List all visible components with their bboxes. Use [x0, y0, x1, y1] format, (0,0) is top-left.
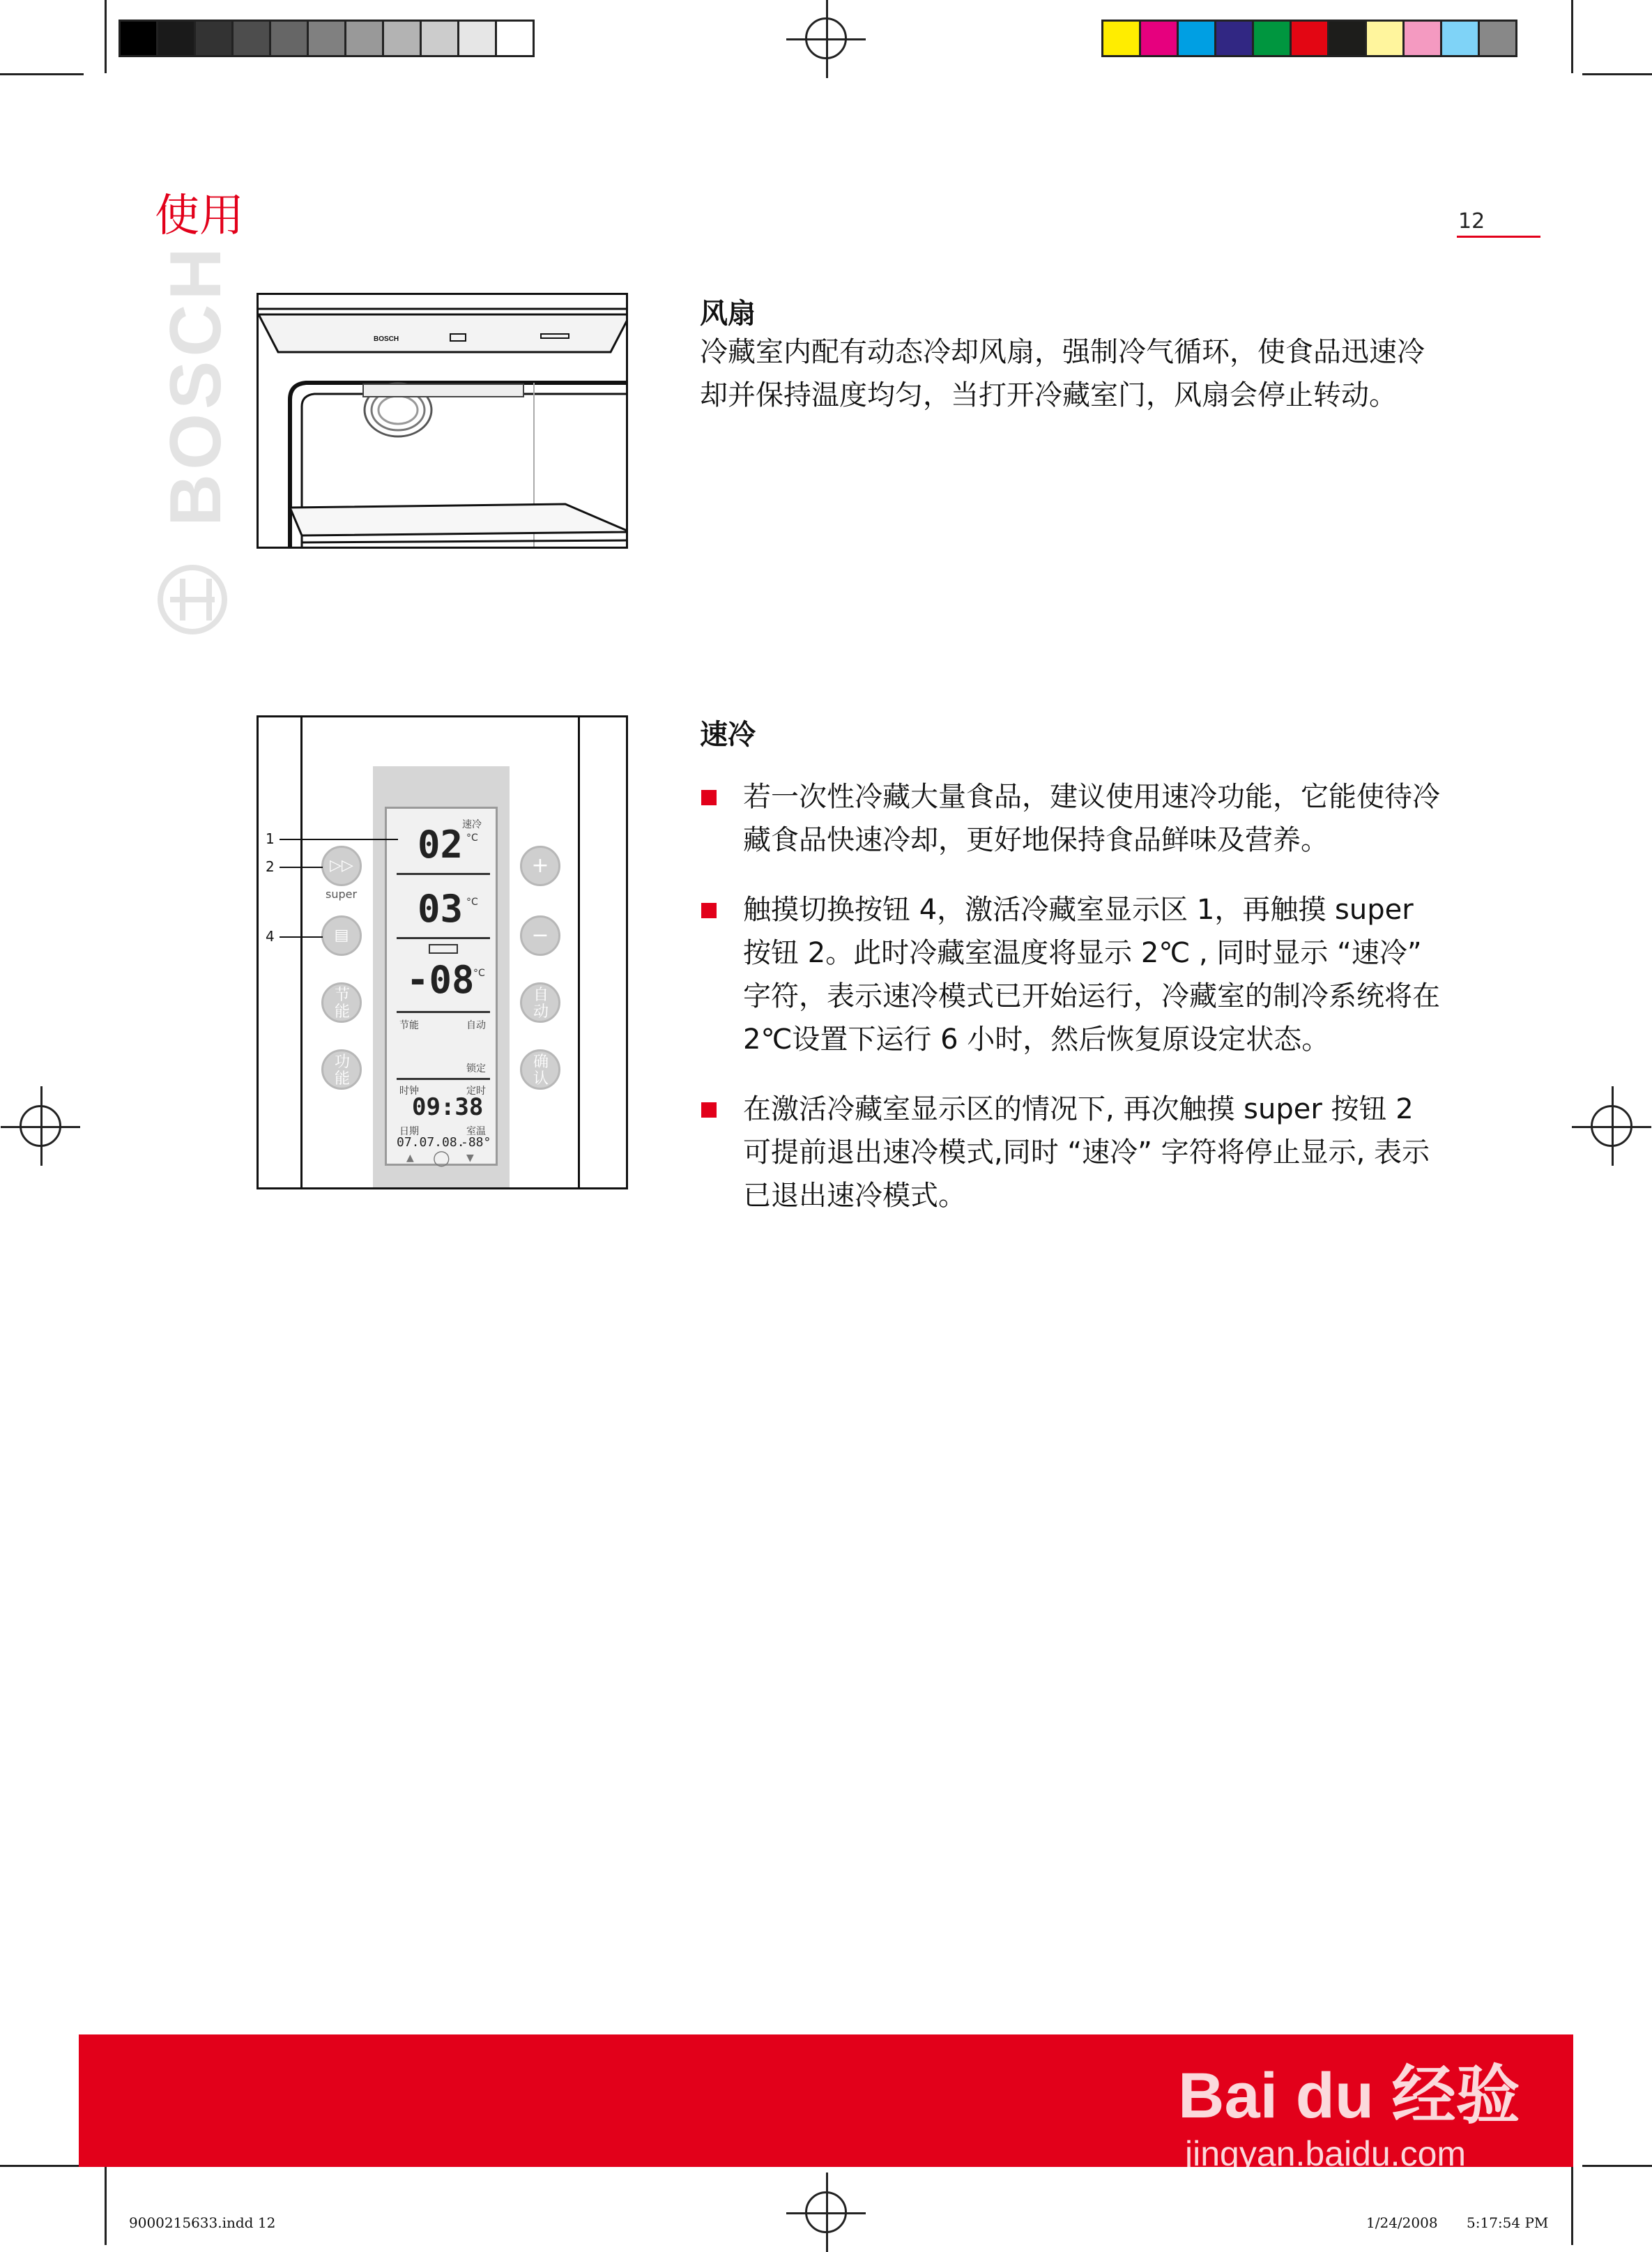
color-swatch	[1327, 20, 1367, 57]
super-cool-bullet-1: 若一次性冷藏大量食品，建议使用速冷功能，它能使待冷藏食品快速冷却，更好地保持食品鲜味及营养。	[743, 781, 1440, 856]
color-swatch	[420, 20, 459, 57]
color-swatch	[1252, 20, 1292, 57]
slug-date: 1/24/2008	[1366, 2214, 1438, 2231]
fridge-interior-illustration	[259, 295, 628, 549]
fan-body: 冷藏室内配有动态冷却风扇，强制冷气循环，使食品迅速冷却并保持温度均匀，当打开冷藏室门，风扇会停止转动。	[700, 336, 1425, 411]
color-swatch	[344, 20, 384, 57]
slug-time: 5:17:54 PM	[1467, 2214, 1549, 2231]
minus-button[interactable]: −	[520, 915, 560, 956]
super-cool-bullet-3: 在激活冷藏室显示区的情况下, 再次触摸 super 按钮 2 可提前退出速冷模式,同时 “速冷” 字符将停止显示, 表示已退出速冷模式。	[743, 1093, 1430, 1212]
color-swatch	[1101, 20, 1141, 57]
color-swatch	[1177, 20, 1216, 57]
up-arrow-icon[interactable]: ▲	[406, 1152, 414, 1164]
crop-mark	[105, 2165, 107, 2245]
registration-mark-icon	[805, 2191, 847, 2233]
page-number-rule	[1457, 236, 1540, 238]
section-title: 使用	[155, 190, 244, 242]
lcd-date: 07.07.08.	[397, 1135, 465, 1150]
down-arrow-icon[interactable]: ▼	[466, 1152, 474, 1164]
color-swatch	[118, 20, 158, 57]
lcd-unit: °C	[473, 968, 485, 979]
slug-file: 9000215633.indd 12	[129, 2214, 276, 2231]
plus-button[interactable]: +	[520, 846, 560, 886]
color-swatch	[1139, 20, 1179, 57]
brand-vertical-text: BOSCH	[155, 243, 236, 526]
registration-mark-icon	[1591, 1105, 1632, 1147]
lcd-clock-label: 时钟	[399, 1086, 419, 1097]
color-swatch	[307, 20, 346, 57]
crop-mark	[105, 0, 107, 73]
lcd-divider	[397, 1078, 490, 1080]
callout-4: 4	[266, 928, 275, 945]
baidu-watermark-url: jingyan.baidu.com	[1185, 2134, 1467, 2173]
super-cool-bullet-2: 触摸切换按钮 4，激活冷藏室显示区 1，再触摸 super 按钮 2。此时冷藏室温度将显示 2℃ , 同时显示 “速冷” 字符，表示速冷模式已开始运行，冷藏室的制冷系统将在 2℃设置下运行 6 小时，然后恢复原设定状态。	[743, 894, 1440, 1056]
fan-figure	[257, 293, 628, 549]
crop-mark	[1582, 73, 1652, 75]
energy-saving-button[interactable]: 节能	[321, 982, 362, 1023]
color-swatch	[269, 20, 309, 57]
callout-1: 1	[266, 830, 275, 847]
lcd-time: 09:38	[412, 1093, 484, 1121]
lcd-timer-label: 定时	[466, 1086, 486, 1097]
crop-mark	[1582, 2165, 1652, 2167]
auto-button[interactable]: 自动	[520, 982, 560, 1023]
lcd-divider	[397, 1011, 490, 1013]
lcd-energy-label: 节能	[399, 1020, 419, 1031]
color-swatch	[457, 20, 497, 57]
crop-mark	[0, 2165, 84, 2167]
lcd-display	[385, 807, 498, 1166]
lcd-unit: °C	[466, 832, 478, 844]
registration-mark-icon	[805, 17, 847, 59]
callout-2: 2	[266, 858, 275, 875]
super-button[interactable]: ▷▷	[321, 846, 362, 886]
panel-left-rail	[300, 717, 303, 1189]
color-swatch	[194, 20, 234, 57]
power-icon[interactable]: ◯	[433, 1150, 450, 1167]
display-switch-button[interactable]: ▤	[321, 915, 362, 956]
color-swatch	[1290, 20, 1329, 57]
fan-icon	[363, 383, 523, 436]
color-swatch	[1365, 20, 1405, 57]
color-swatch	[495, 20, 535, 57]
color-swatch	[1478, 20, 1517, 57]
super-label: super	[326, 888, 358, 901]
lcd-divider	[397, 937, 490, 939]
color-swatch	[382, 20, 422, 57]
lcd-lock-label: 锁定	[466, 1063, 486, 1074]
confirm-button[interactable]: 确认	[520, 1049, 560, 1090]
lcd-mid-temp: 03	[418, 887, 464, 931]
registration-mark-icon	[20, 1105, 61, 1147]
bosch-logo-icon	[158, 565, 227, 634]
crop-mark	[1571, 0, 1573, 73]
lcd-freezer-temp: -08	[406, 958, 475, 1002]
lcd-room-temp: -88°	[461, 1135, 491, 1150]
crop-mark	[1571, 2165, 1573, 2245]
color-swatch	[1440, 20, 1480, 57]
function-button[interactable]: 功能	[321, 1049, 362, 1090]
callout-1-line	[280, 839, 398, 840]
control-panel-figure	[257, 715, 628, 1189]
super-cool-heading: 速冷	[700, 719, 756, 751]
lcd-unit: °C	[466, 897, 478, 908]
callout-2-line	[280, 867, 323, 868]
lcd-date-label: 日期	[399, 1126, 419, 1137]
lcd-speed-cool-label: 速冷	[462, 819, 482, 830]
lcd-room-label: 室温	[466, 1126, 486, 1137]
color-swatch	[1214, 20, 1254, 57]
color-swatch	[1402, 20, 1442, 57]
bullet-marker	[701, 1102, 717, 1118]
baidu-watermark-logo: Bai du 经验	[1178, 2060, 1520, 2131]
page-number: 12	[1458, 209, 1485, 234]
bullet-marker	[701, 790, 717, 805]
panel-right-rail	[578, 717, 580, 1189]
callout-4-line	[280, 936, 323, 938]
fan-heading: 风扇	[700, 298, 756, 330]
lcd-divider	[397, 873, 490, 875]
lcd-auto-label: 自动	[466, 1020, 486, 1031]
bullet-marker	[701, 903, 717, 918]
figure-brand-label: BOSCH	[374, 335, 399, 343]
lcd-fridge-temp: 02	[418, 823, 464, 867]
crop-mark	[0, 73, 84, 75]
lcd-indicator-icon	[429, 944, 458, 954]
color-swatch	[231, 20, 271, 57]
color-swatch	[156, 20, 196, 57]
